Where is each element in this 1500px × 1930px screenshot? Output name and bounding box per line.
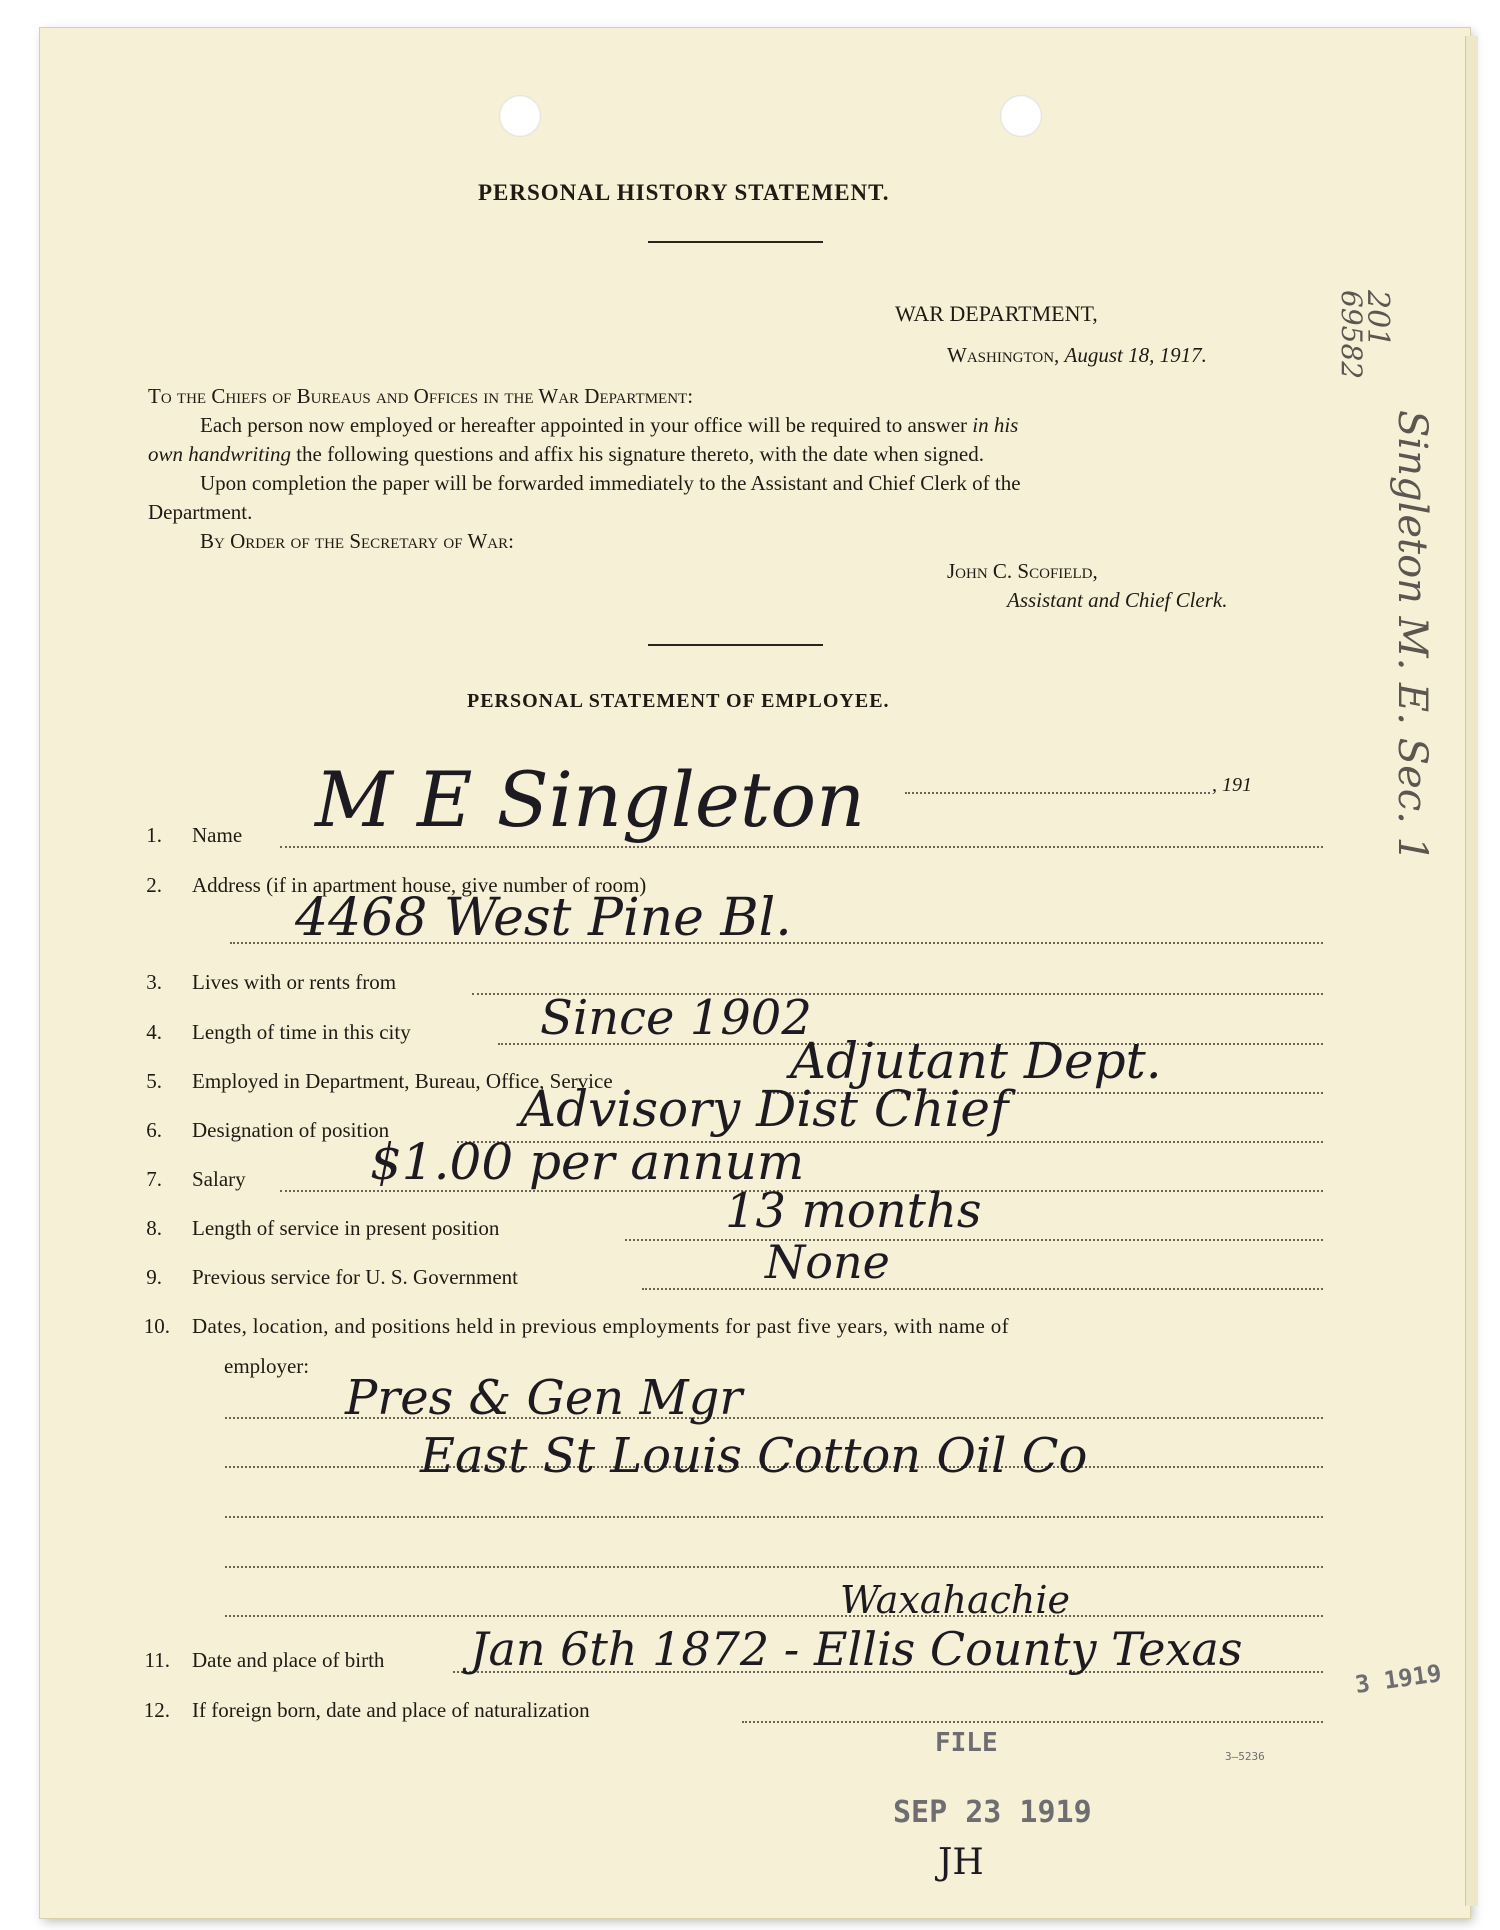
stamp-initials: JH <box>938 1842 984 1883</box>
notice-para1-line1 <box>200 411 1018 440</box>
field-label-salary: Salary <box>192 1167 246 1191</box>
field-label-length-of-service: Length of service in present position <box>192 1216 500 1240</box>
notice-para2-line1: Upon completion the paper will be forwarded immediately to the Assistant and Chief Clerk of the <box>200 471 1021 495</box>
field-label-designation: Designation of position <box>192 1118 390 1142</box>
field-number-10: 10. <box>143 1314 170 1338</box>
field-label-employer: employer: <box>224 1354 310 1378</box>
page-edge <box>1465 36 1478 1906</box>
field-line-employment-5 <box>225 1615 1323 1617</box>
field-number-3: 3. <box>146 970 162 994</box>
field-number-11: 11. <box>144 1648 170 1672</box>
field-number-9: 9. <box>146 1265 162 1289</box>
dateline-date: August 18, 1917. <box>1064 343 1207 367</box>
field-number-6: 6. <box>146 1118 162 1142</box>
dateline <box>947 343 1207 368</box>
notice-para1-text-2: the following questions and affix his signature thereto, with the date when signed. <box>290 442 985 466</box>
field-label-address: Address (if in apartment house, give number of room) <box>192 873 647 897</box>
title-rule <box>648 241 823 243</box>
margin-note-name: Singleton M. E. Sec. 1 <box>1389 410 1435 863</box>
notice-para1-emphasis-2: own handwriting <box>148 442 291 466</box>
answer-salary: $1.00 per annum <box>370 1133 805 1191</box>
margin-note-reference: 69582 <box>1335 290 1368 380</box>
field-label-previous-employment: Dates, location, and positions held in previous employments for past five years, with name of <box>192 1314 1009 1338</box>
signer-title: Assistant and Chief Clerk. <box>1007 588 1228 612</box>
answer-employment-company: East St Louis Cotton Oil Co <box>420 1428 1088 1484</box>
field-label-length-in-city: Length of time in this city <box>192 1020 411 1044</box>
field-line-length-of-service <box>625 1239 1323 1241</box>
date-line <box>905 792 1210 794</box>
signer-name: John C. Scofield, <box>947 559 1098 583</box>
section-rule <box>648 644 823 646</box>
dateline-city: Washington, <box>947 343 1060 367</box>
field-line-employment-4 <box>225 1566 1323 1568</box>
field-label-naturalization: If foreign born, date and place of naturalization <box>192 1698 590 1722</box>
notice-order: By Order of the Secretary of War: <box>200 529 514 553</box>
field-label-lives-with: Lives with or rents from <box>192 970 397 994</box>
field-line-naturalization <box>742 1721 1323 1723</box>
notice-para2-line2: Department. <box>148 500 253 524</box>
notice-para1-line2 <box>148 440 984 469</box>
field-number-7: 7. <box>146 1167 162 1191</box>
file-stamp: FILE <box>935 1728 998 1758</box>
received-date-stamp: SEP 23 1919 <box>893 1795 1092 1830</box>
notice-addressee: To the Chiefs of Bureaus and Offices in the War Department: <box>148 384 694 408</box>
field-line-employment-3 <box>225 1516 1323 1518</box>
field-number-5: 5. <box>146 1069 162 1093</box>
field-label-name: Name <box>192 823 243 847</box>
punch-hole-left <box>499 95 541 137</box>
page-title: PERSONAL HISTORY STATEMENT. <box>478 180 890 205</box>
field-number-1: 1. <box>146 823 162 847</box>
answer-length-of-service: 13 months <box>725 1183 982 1239</box>
field-number-2: 2. <box>146 873 162 897</box>
punch-hole-right <box>1000 95 1042 137</box>
field-number-8: 8. <box>146 1216 162 1240</box>
field-number-12: 12. <box>143 1698 170 1722</box>
answer-name: M E Singleton <box>315 755 866 844</box>
date-suffix: , 191 <box>1212 774 1252 796</box>
answer-employment-position: Pres & Gen Mgr <box>345 1370 743 1426</box>
answer-birth-city: Waxahachie <box>840 1578 1071 1622</box>
field-number-4: 4. <box>146 1020 162 1044</box>
answer-birth: Jan 6th 1872 - Ellis County Texas <box>470 1622 1243 1676</box>
notice-para1-text: Each person now employed or hereafter appointed in your office will be required to answer <box>200 413 973 437</box>
form-number: 3—5236 <box>1225 1750 1265 1763</box>
margin-note-file-number: 201 <box>1360 290 1395 348</box>
answer-previous-service: None <box>765 1235 890 1289</box>
edge-date-stamp: 3 1919 <box>1353 1659 1444 1699</box>
answer-designation: Advisory Dist Chief <box>520 1080 1009 1138</box>
field-line-name <box>280 846 1323 848</box>
notice-para1-emphasis: in his <box>972 413 1019 437</box>
department-name: WAR DEPARTMENT, <box>895 301 1098 326</box>
answer-employed-in: Adjutant Dept. <box>790 1032 1162 1090</box>
field-label-birth: Date and place of birth <box>192 1648 385 1672</box>
statement-title: PERSONAL STATEMENT OF EMPLOYEE. <box>467 690 890 712</box>
field-label-employed-in: Employed in Department, Bureau, Office, Service <box>192 1069 613 1093</box>
field-label-previous-service: Previous service for U. S. Government <box>192 1265 519 1289</box>
field-line-previous-service <box>642 1288 1323 1290</box>
answer-address: 4468 West Pine Bl. <box>295 888 792 948</box>
answer-length-in-city: Since 1902 <box>540 990 812 1046</box>
